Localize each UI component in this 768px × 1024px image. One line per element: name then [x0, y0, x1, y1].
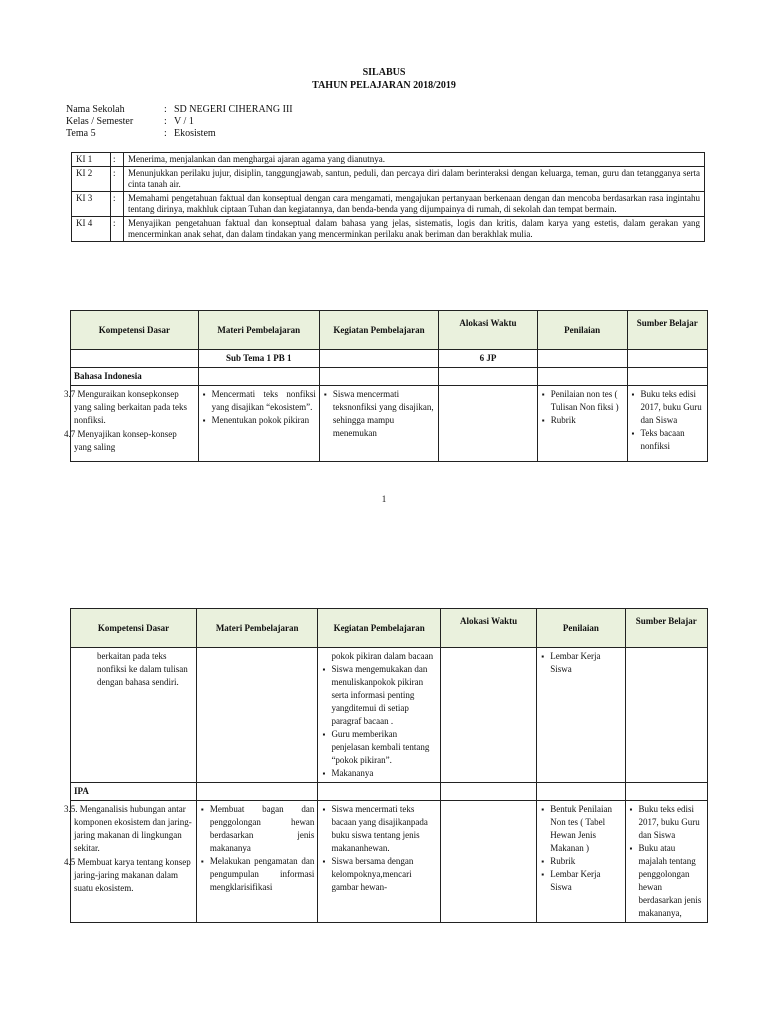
ki-row	[72, 217, 705, 242]
header-materi: Materi Pembelajaran	[198, 311, 319, 350]
ki-colon: :	[111, 192, 124, 217]
section-row	[71, 368, 708, 386]
ki-text: Menyajikan pengetahuan faktual dan konseptual dalam bahasa yang jelas, sistematis, logis dan kritis, dalam karya yang estetis, dalam gerakan yang mencerminkan anak sehat, dan dalam tindakan yang mencerminkan perilaku anak beriman dan berakhlak mulia.	[124, 217, 705, 242]
ki-colon: :	[111, 167, 124, 192]
materi-item: ▪ Menentukan pokok pikiran	[212, 414, 316, 427]
section-label: IPA	[71, 783, 197, 801]
ki-text: Menerima, menjalankan dan menghargai ajaran agama yang dianutnya.	[124, 153, 705, 167]
ki-colon: :	[111, 153, 124, 167]
identity-label: Tema 5	[66, 128, 96, 139]
identity-value: Ekosistem	[174, 128, 216, 139]
school-identity	[66, 104, 293, 140]
ki-text: Memahami pengetahuan faktual dan konseptual dengan cara mengamati, mengajukan pertanyaan berkenaan dengan dan mencoba berdasarkan rasa ingintahu tentang dirinya, makhluk ciptaan Tuhan dan kegiatannya, dan benda-benda yang dijumpainya di rumah, di sekolah dan tempat bermain.	[124, 192, 705, 217]
ki-code: KI 1	[72, 153, 111, 167]
kegiatan-cell	[318, 801, 441, 923]
header-alokasi: Alokasi Waktu	[439, 311, 538, 350]
penilaian-item: ▪ Lembar Kerja Siswa	[550, 868, 621, 894]
identity-colon: :	[164, 128, 167, 139]
kd-item: 4.7 Menyajikan konsep-konsep yang saling	[64, 429, 177, 452]
identity-value: SD NEGERI CIHERANG III	[174, 104, 293, 115]
penilaian-item: ▪ Penilaian non tes ( Tulisan Non fiksi )	[551, 388, 624, 414]
sumber-cell	[625, 801, 707, 923]
ki-code: KI 4	[72, 217, 111, 242]
penilaian-item: ▪ Lembar Kerja Siswa	[550, 650, 621, 676]
penilaian-cell	[537, 648, 625, 783]
materi-item: ▪ Melakukan pengamatan dan pengumpulan informasi mengklarisifikasi	[210, 855, 315, 894]
kd-item: berkaitan pada teks nonfiksi ke dalam tulisan dengan bahasa sendiri.	[97, 651, 188, 687]
materi-item: ▪ Membuat bagan dan penggolongan hewan berdasarkan jenis makananya	[210, 803, 315, 855]
alokasi-cell	[439, 386, 538, 462]
penilaian-item: ▪ Bentuk Penilaian Non tes ( Tabel Hewan Jenis Makanan )	[550, 803, 621, 855]
kegiatan-continuation: pokok pikiran dalam bacaan	[331, 651, 434, 661]
kegiatan-item: ▪ Guru memberikan penjelasan kembali tentang “pokok pikiran”.	[331, 728, 437, 767]
kegiatan-item: ▪ Siswa mencermati teks bacaan yang disajikanpada buku siswa tentang jenis makananhewan.	[331, 803, 437, 855]
header-kegiatan: Kegiatan Pembelajaran	[319, 311, 438, 350]
syllabus-table-page1	[64, 310, 708, 462]
empty-cell	[440, 783, 536, 801]
empty-cell	[198, 368, 319, 386]
empty-cell	[439, 368, 538, 386]
kd-cell	[64, 801, 197, 923]
sumber-cell	[625, 648, 707, 783]
materi-cell	[198, 386, 319, 462]
identity-colon: :	[164, 104, 167, 115]
empty-cell	[627, 350, 708, 368]
sumber-cell	[627, 386, 708, 462]
header-sumber: Sumber Belajar	[627, 311, 708, 350]
header-penilaian: Penilaian	[537, 609, 625, 648]
sumber-item: ▪ Teks bacaan nonfiksi	[641, 427, 705, 453]
empty-cell	[537, 350, 627, 368]
ki-code: KI 3	[72, 192, 111, 217]
header-alokasi: Alokasi Waktu	[440, 609, 536, 648]
materi-cell	[196, 648, 318, 783]
header-kegiatan: Kegiatan Pembelajaran	[318, 609, 441, 648]
empty-cell	[537, 368, 627, 386]
alokasi-cell	[440, 801, 536, 923]
kd-cell	[71, 648, 197, 783]
identity-colon: :	[164, 116, 167, 127]
identity-row	[66, 104, 293, 116]
empty-cell	[318, 783, 441, 801]
header-kompetensi-dasar: Kompetensi Dasar	[71, 609, 197, 648]
sumber-item: ▪ Buku teks edisi 2017, buku Guru dan Siswa	[639, 803, 704, 842]
identity-value: V / 1	[174, 116, 194, 127]
penilaian-cell	[537, 386, 627, 462]
materi-item: ▪ Mencermati teks nonfiksi yang disajikan “ekosistem”.	[212, 388, 316, 414]
kegiatan-item: ▪ Makananya	[331, 767, 437, 780]
sumber-item: ▪ Buku teks edisi 2017, buku Guru dan Siswa	[641, 388, 705, 427]
penilaian-item: ▪ Rubrik	[551, 414, 624, 427]
empty-cell	[537, 783, 625, 801]
empty-cell	[319, 368, 438, 386]
syllabus-table-page2	[64, 608, 708, 923]
jp-label: 6 JP	[439, 350, 538, 368]
header-sumber: Sumber Belajar	[625, 609, 707, 648]
page-number: 1	[381, 494, 387, 504]
header-penilaian: Penilaian	[537, 311, 627, 350]
kegiatan-cell	[319, 386, 438, 462]
sumber-item: ▪ Buku atau majalah tentang penggolongan hewan berdasarkan jenis makananya,	[639, 842, 704, 920]
penilaian-item: ▪ Rubrik	[550, 855, 621, 868]
empty-cell	[196, 783, 318, 801]
academic-year: TAHUN PELAJARAN 2018/2019	[312, 80, 456, 91]
empty-cell	[319, 350, 438, 368]
kegiatan-cell	[318, 648, 441, 783]
empty-cell	[627, 368, 708, 386]
section-label: Bahasa Indonesia	[71, 368, 199, 386]
ki-colon: :	[111, 217, 124, 242]
kegiatan-item: ▪ Siswa mencermati teksnonfiksi yang disajikan, sehingga mampu menemukan	[333, 388, 435, 440]
table-header-row	[71, 609, 708, 648]
ki-code: KI 2	[72, 167, 111, 192]
table-header-row	[71, 311, 708, 350]
kd-cell	[64, 386, 199, 462]
kegiatan-item: ▪ Siswa bersama dengan kelompoknya,mencari gambar hewan-	[331, 855, 437, 894]
penilaian-cell	[537, 801, 625, 923]
alokasi-cell	[440, 648, 536, 783]
empty-cell	[71, 350, 199, 368]
identity-label: Nama Sekolah	[66, 104, 125, 115]
subtema-row	[71, 350, 708, 368]
table-row	[71, 648, 708, 783]
kd-item: 4.5 Membuat karya tentang konsep jaring-jaring makanan dalam suatu ekosistem.	[64, 857, 191, 893]
kegiatan-item: ▪ Siswa mengemukakan dan menuliskanpokok pikiran serta informasi penting yangditemui di setiap paragraf bacaan .	[331, 663, 437, 728]
identity-row	[66, 128, 293, 140]
table-row	[71, 801, 708, 923]
kd-item: 3.7 Menguraikan konsepkonsep yang saling berkaitan pada teks nonfiksi.	[64, 389, 187, 425]
identity-label: Kelas / Semester	[66, 116, 134, 127]
identity-row	[66, 116, 293, 128]
empty-cell	[625, 783, 707, 801]
header-materi: Materi Pembelajaran	[196, 609, 318, 648]
materi-cell	[196, 801, 318, 923]
ki-row	[72, 153, 705, 167]
ki-text: Menunjukkan perilaku jujur, disiplin, tanggungjawab, santun, peduli, dan percaya diri dalam berinteraksi dengan keluarga, teman, guru dan tetangganya serta cinta tanah air.	[124, 167, 705, 192]
ki-row	[72, 192, 705, 217]
ki-table	[71, 152, 705, 242]
section-row	[71, 783, 708, 801]
ki-row	[72, 167, 705, 192]
table-row	[71, 386, 708, 462]
header-kompetensi-dasar: Kompetensi Dasar	[71, 311, 199, 350]
subtema-label: Sub Tema 1 PB 1	[198, 350, 319, 368]
kd-item: 3.5. Menganalisis hubungan antar komponen ekosistem dan jaring-jaring makanan di lingkungan sekitar.	[64, 804, 192, 853]
silabus-title: SILABUS	[362, 67, 406, 78]
